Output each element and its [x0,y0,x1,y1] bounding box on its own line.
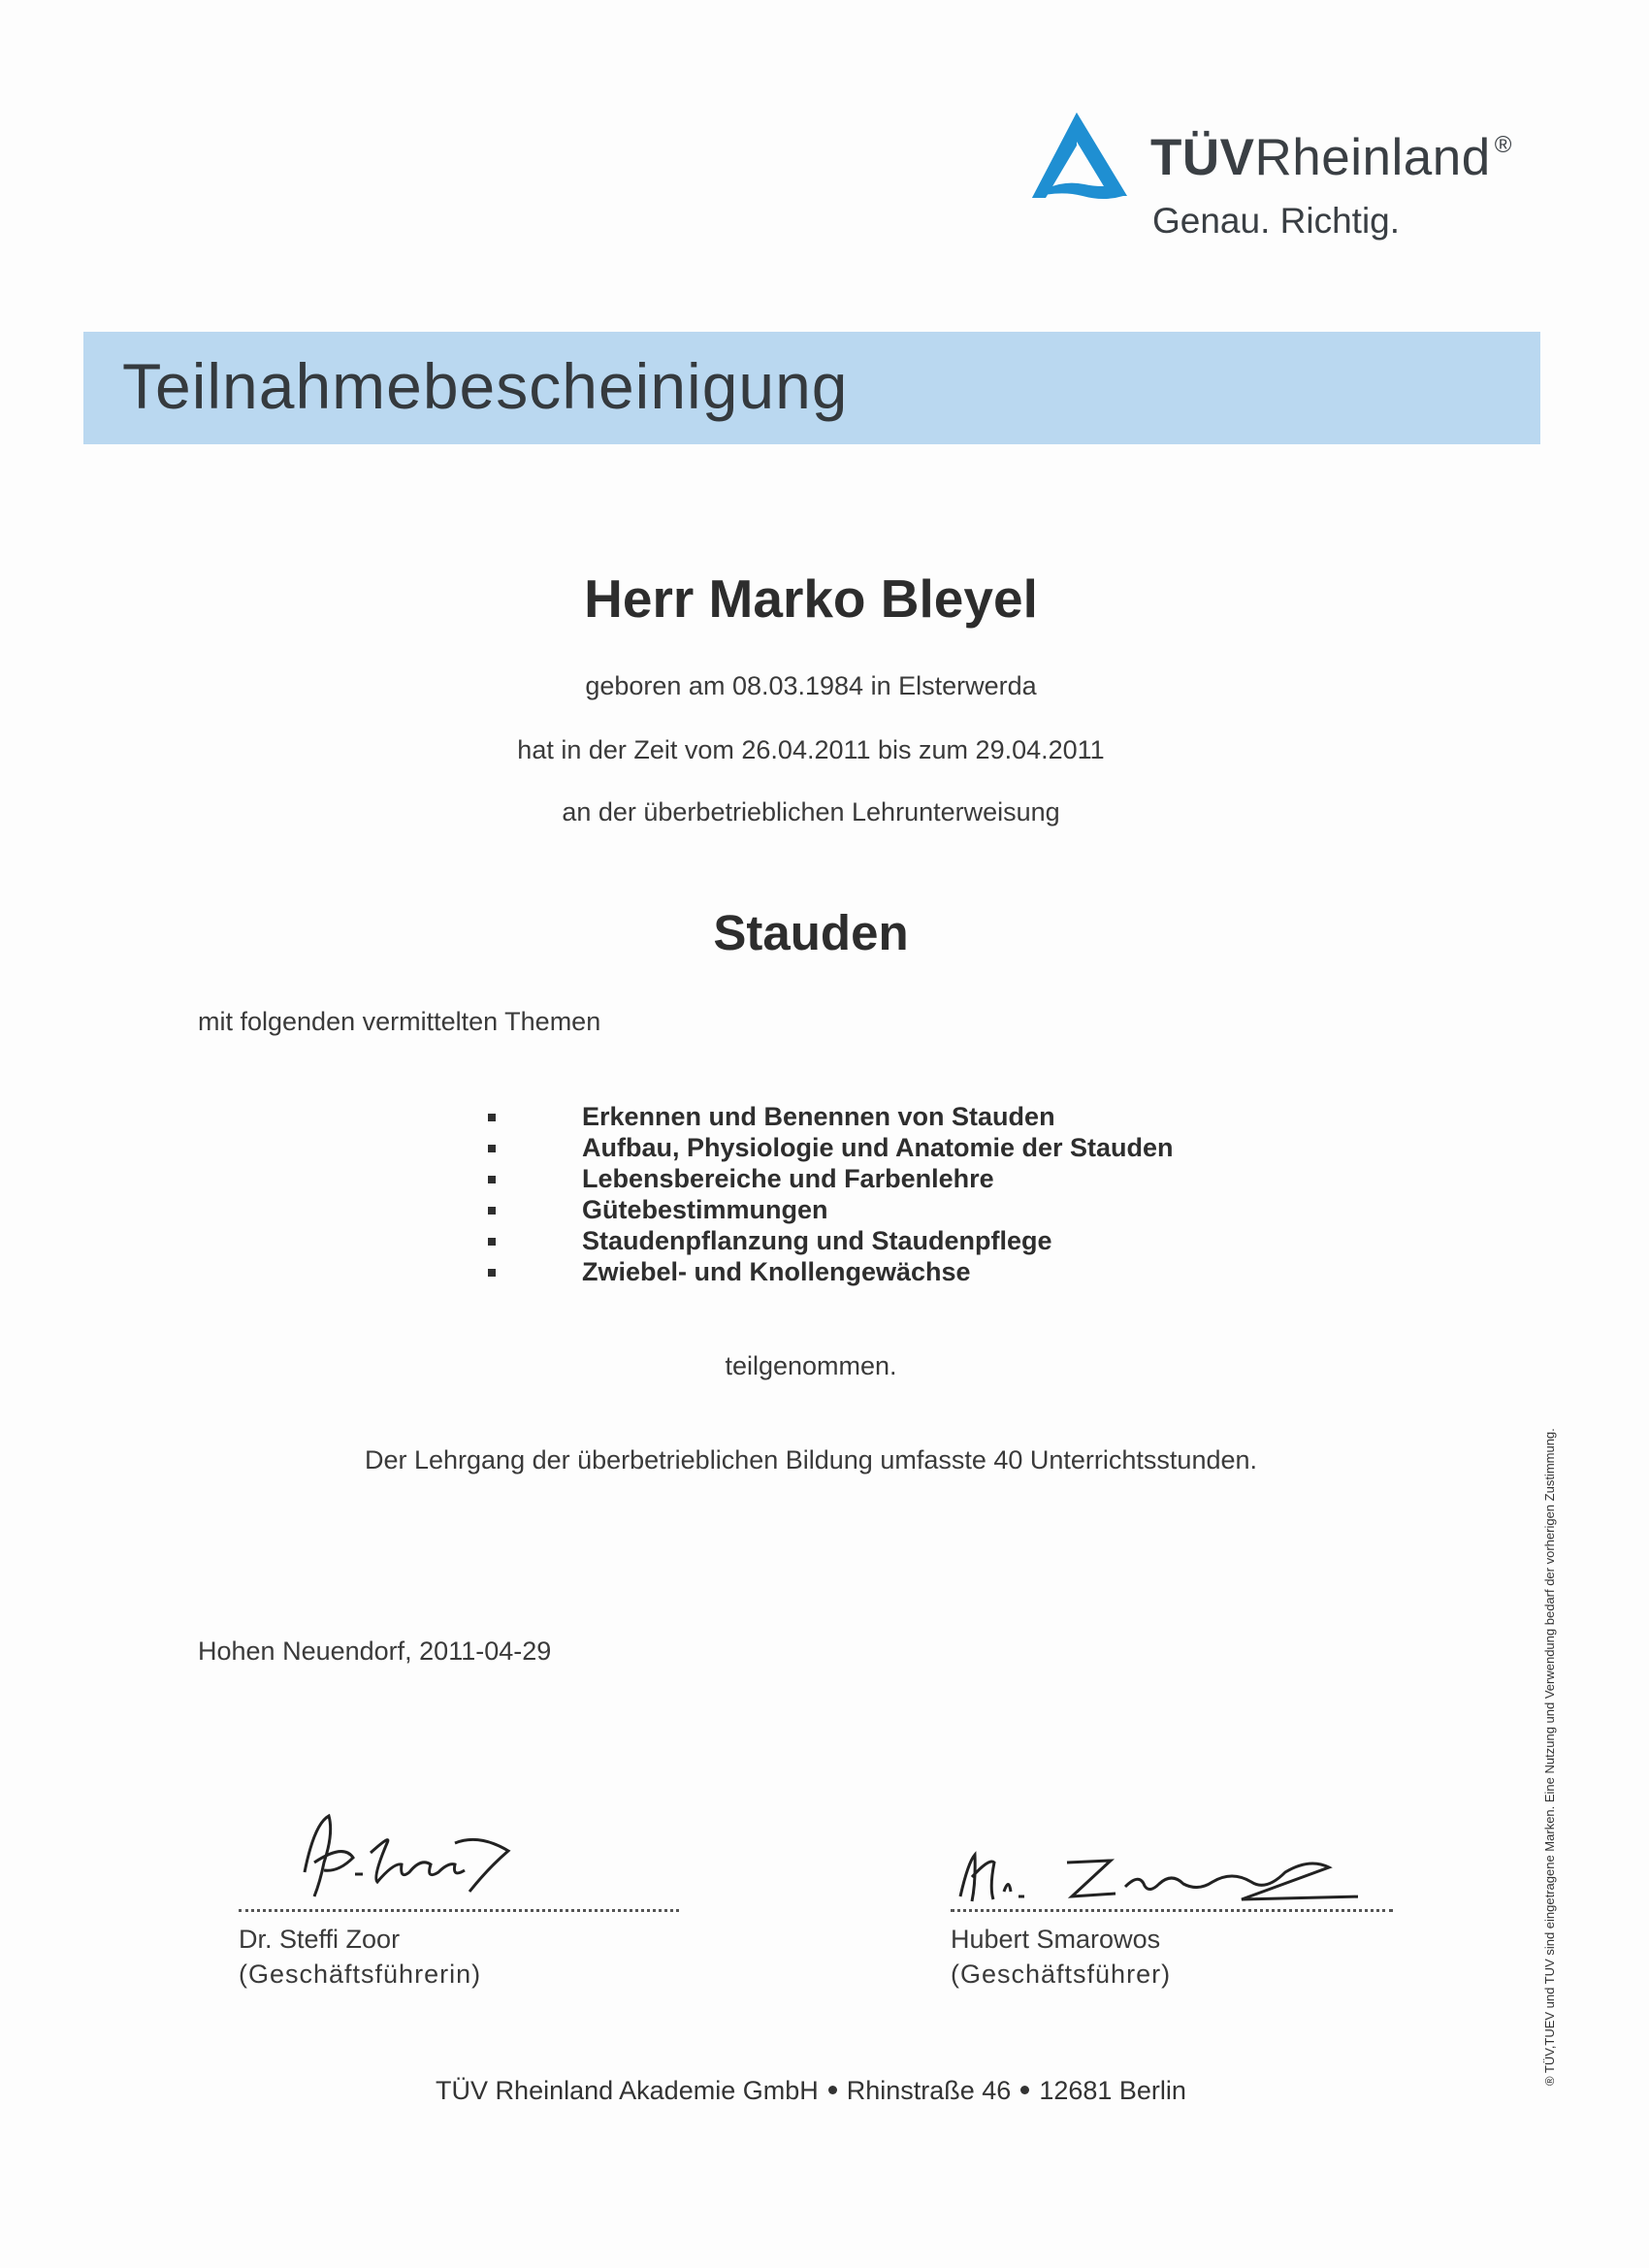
brand-regular: Rheinland [1254,129,1491,186]
tuv-triangle-logo-icon [1026,109,1133,202]
bullet-icon [488,1207,496,1215]
brand-name [1150,128,1512,187]
topic-text: Zwiebel- und Knollengewächse [582,1257,971,1286]
instruction-line: an der überbetrieblichen Lehrunterweisung [562,797,1060,826]
document-title: Teilnahmebescheinigung [122,350,849,422]
topic-text: Erkennen und Benennen von Stauden [582,1102,1055,1131]
topic-list [485,1101,1174,1287]
signer-name-right: Hubert Smarowos [951,1925,1161,1954]
place-date: Hohen Neuendorf, 2011-04-29 [198,1636,552,1666]
signature-right [951,1843,1358,1911]
signer-role-right: (Geschäftsführer) [951,1960,1172,1989]
list-item [485,1163,1174,1194]
topic-text: Lebensbereiche und Farbenlehre [582,1164,994,1193]
trademark-note: ® TÜV,TUEV und TUV sind eingetragene Marken. Eine Nutzung und Verwendung bedarf der vorherigen Zustimmung. [1542,1428,1557,2086]
signature-line [239,1909,679,1912]
tuv-logo [1026,109,1550,244]
topic-text: Gütebestimmungen [582,1195,828,1224]
bullet-icon [488,1114,496,1121]
list-item [485,1225,1174,1256]
footer-street: Rhinstraße 46 [846,2076,1012,2105]
footer-city: 12681 Berlin [1039,2076,1186,2105]
footer-address [0,2076,1622,2106]
bullet-icon [488,1176,496,1183]
brand-slogan: Genau. Richtig. [1152,201,1401,241]
signer-name-left: Dr. Steffi Zoor [239,1925,401,1954]
topic-text: Staudenpflanzung und Staudenpflege [582,1226,1052,1255]
signer-role-left: (Geschäftsführerin) [239,1960,482,1989]
list-item [485,1101,1174,1132]
list-item [485,1194,1174,1225]
period-line: hat in der Zeit vom 26.04.2011 bis zum 29.04.2011 [517,735,1105,764]
registered-mark: ® [1494,132,1512,158]
topic-text: Aufbau, Physiologie und Anatomie der Stauden [582,1133,1174,1162]
hours-line: Der Lehrgang der überbetrieblichen Bildung umfasste 40 Unterrichtsstunden. [364,1445,1258,1474]
title-band [83,332,1540,444]
list-item [485,1256,1174,1287]
signature-line [951,1909,1393,1912]
footer-company: TÜV Rheinland Akademie GmbH [436,2076,819,2105]
bullet-icon [488,1269,496,1277]
course-title: Stauden [713,905,909,960]
participant-name: Herr Marko Bleyel [584,568,1038,629]
birth-line: geboren am 08.03.1984 in Elsterwerda [585,671,1037,700]
signature-left [285,1804,537,1911]
bullet-dot-icon [828,2086,837,2094]
bullet-dot-icon [1020,2086,1029,2094]
list-item [485,1132,1174,1163]
bullet-icon [488,1145,496,1152]
participated-text: teilgenommen. [725,1351,897,1380]
bullet-icon [488,1238,496,1246]
themes-intro: mit folgenden vermittelten Themen [198,1007,601,1036]
brand-bold: TÜV [1150,129,1255,186]
